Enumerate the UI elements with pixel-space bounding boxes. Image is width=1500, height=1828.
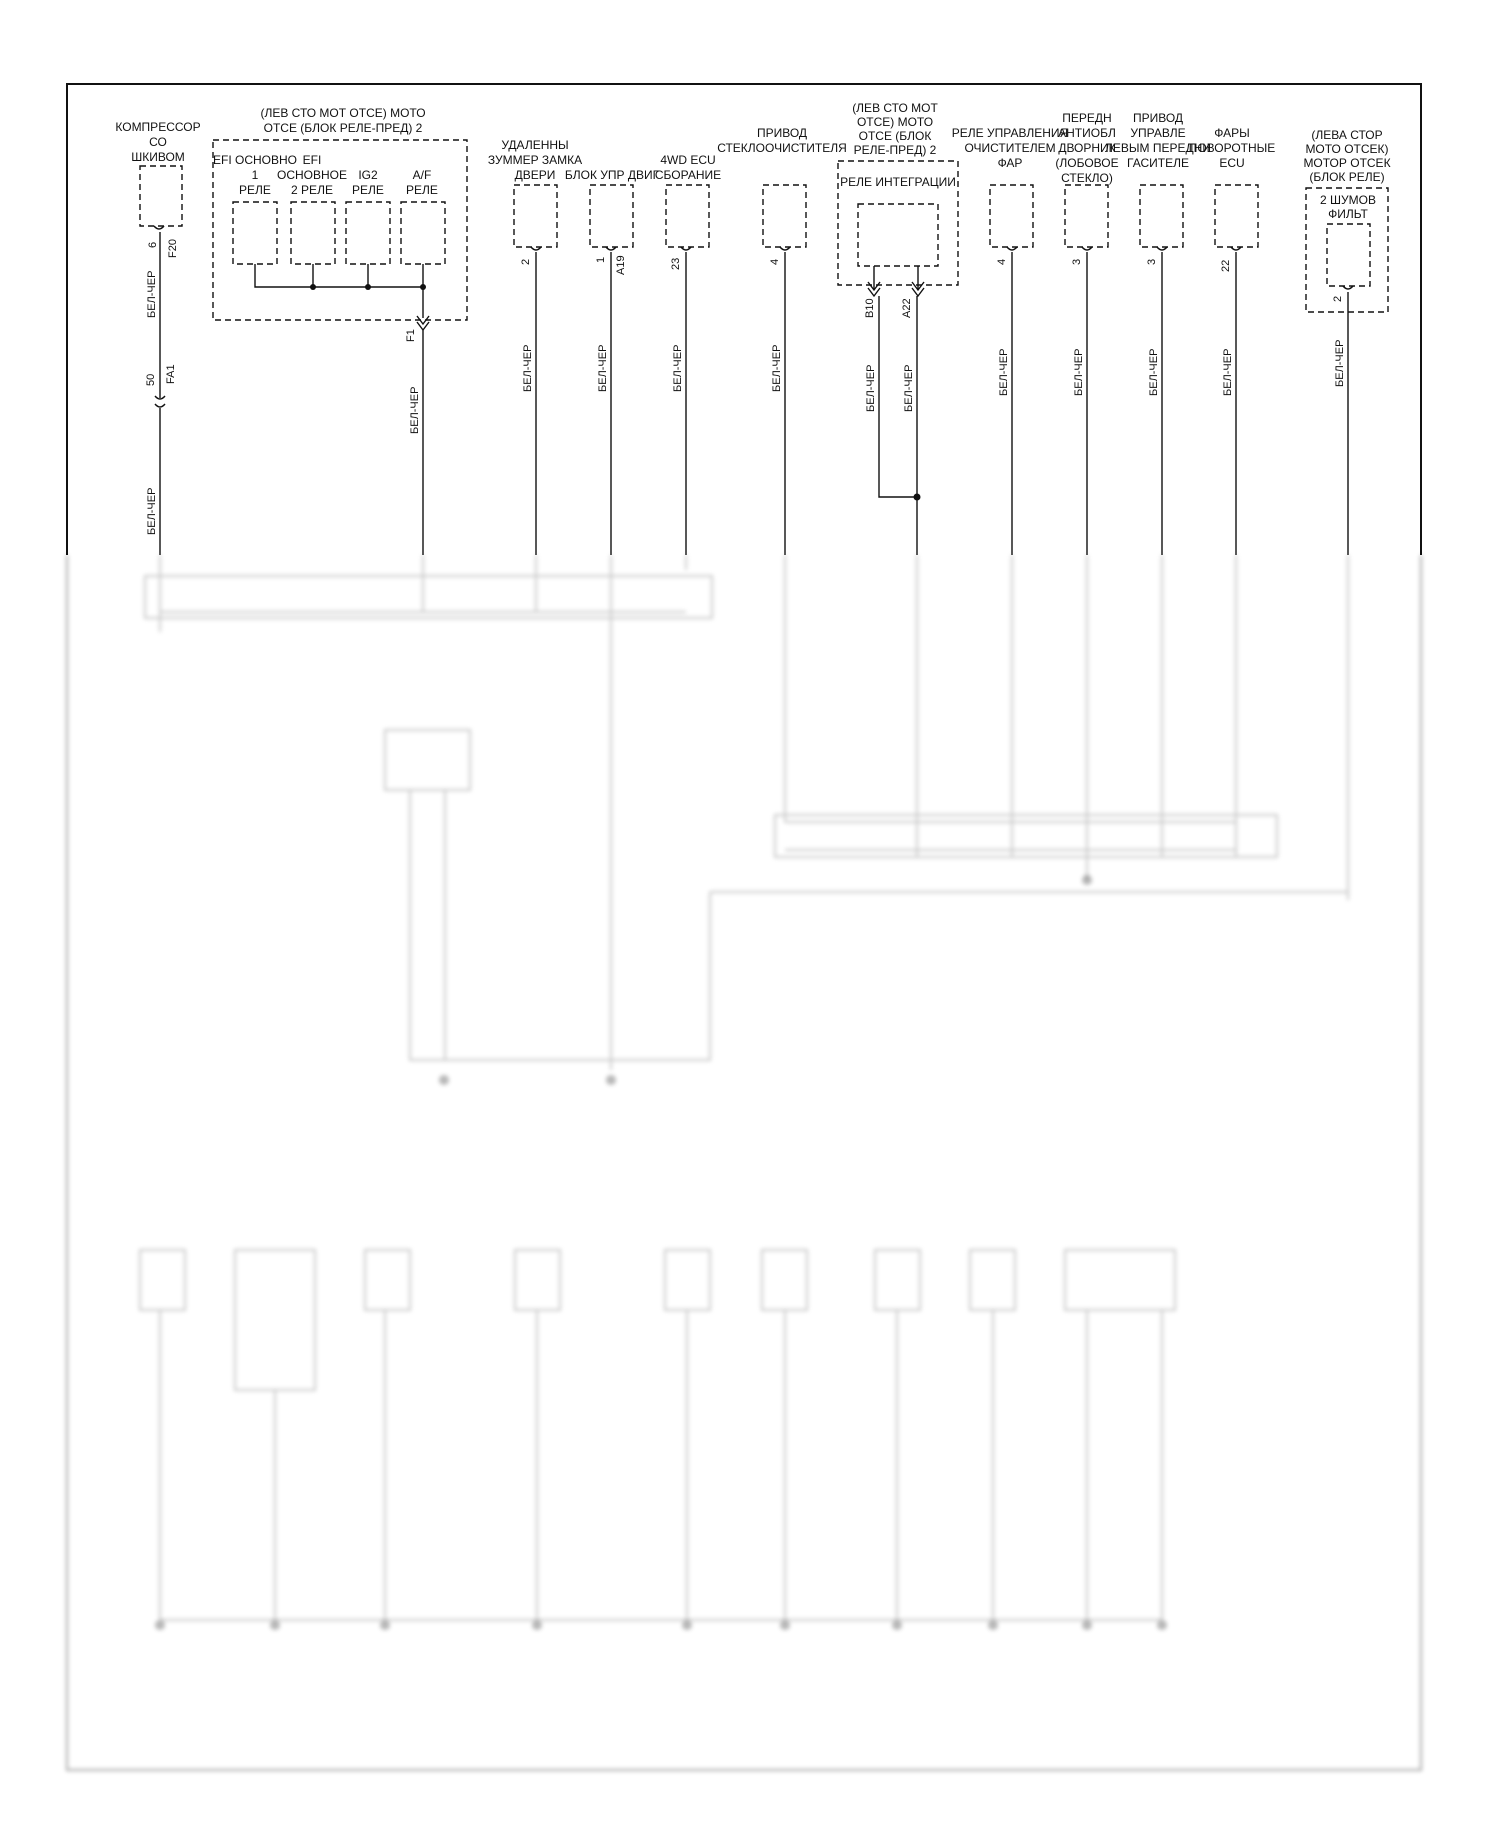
headlamp-cleaner-relay-label-3: ФАР	[997, 156, 1023, 170]
compressor-label-2: СО	[149, 135, 167, 149]
wiper-motor-box	[763, 185, 806, 247]
relay-block-mid-label-4: РЕЛЕ-ПРЕД) 2	[853, 143, 937, 157]
relay-block-top	[213, 106, 467, 555]
swivel-ecu	[1189, 126, 1276, 555]
door-buzzer-pin: 2	[520, 258, 532, 265]
compressor	[115, 120, 200, 555]
noise-filter-pin: 2	[1332, 295, 1344, 302]
relay-block-mid-label-3: ОТСЕ (БЛОК	[858, 129, 932, 143]
ground-point-6	[380, 1620, 390, 1630]
ground-point-3	[1082, 875, 1092, 885]
front-deicer-label-2: АНТИОБЛ	[1058, 126, 1116, 140]
lower-component-3	[365, 1250, 410, 1310]
noise-filter-inner-label-2: ФИЛЬТ	[1328, 207, 1368, 221]
fwd-ecu-label-2: СБОРАНИЕ	[654, 168, 722, 182]
swivel-ecu-label-1: ФАРЫ	[1214, 126, 1250, 140]
ground-point-7	[532, 1620, 542, 1630]
fwd-ecu	[655, 153, 721, 555]
integration-relay-box	[858, 204, 938, 266]
relay-block-mid-terminals	[868, 282, 924, 296]
relay-2-label-1: EFI	[302, 153, 322, 167]
fwd-ecu-box	[666, 185, 709, 247]
noise-filter-wire-color: БЕЛ-ЧЕР	[1334, 339, 1346, 387]
relay-2-box	[291, 202, 335, 264]
wiper-motor-pin: 4	[769, 258, 781, 265]
compressor-label-3: ШКИВОМ	[131, 150, 185, 164]
relay-block-mid	[838, 101, 958, 555]
lower-component-7	[875, 1250, 920, 1310]
lower-component-4	[515, 1250, 560, 1310]
relay-block-mid-label-2: ОТСЕ) МОТО	[856, 115, 934, 129]
lower-component-5	[665, 1250, 710, 1310]
relay-block-top-terminal	[417, 316, 429, 330]
lower-component-2	[235, 1250, 315, 1390]
ground-point-11	[988, 1620, 998, 1630]
swivel-ecu-label-3: ECU	[1219, 156, 1245, 170]
relay-block-mid-wires	[879, 296, 917, 555]
noise-filter-inner-label-1: 2 ШУМОВ	[1320, 193, 1376, 207]
inline-connector-pin: 50	[145, 373, 157, 386]
ground-point-8	[682, 1620, 692, 1630]
ground-point-10	[892, 1620, 902, 1630]
relay-3-label-2: РЕЛЕ	[352, 183, 384, 197]
swivel-ecu-box	[1215, 185, 1258, 247]
relay-block-top-label-1: (ЛЕВ СТО МОТ ОТСЕ) МОТО	[260, 106, 426, 120]
relay-block-top-wire-color: БЕЛ-ЧЕР	[409, 386, 421, 434]
engine-ecu	[565, 168, 660, 555]
relay-2-label-2: ОСНОВНОЕ	[276, 168, 348, 182]
relay-block-top-box	[213, 140, 467, 320]
lower-component-wires	[160, 1310, 1162, 1620]
headlamp-cleaner-relay-label-1: РЕЛЕ УПРАВЛЕНИЯ	[951, 126, 1069, 140]
noise-filter-label-1: (ЛЕВА СТОР	[1311, 128, 1383, 142]
front-deicer	[1055, 111, 1118, 555]
relay-block-top-label-2: ОТСЕ (БЛОК РЕЛЕ-ПРЕД) 2	[263, 121, 423, 135]
ground-point-5	[270, 1620, 280, 1630]
relay-2-label-3: 2 РЕЛЕ	[291, 183, 333, 197]
relay-block-top-connector: F1	[405, 329, 417, 342]
relay-splice-1	[310, 284, 316, 290]
ground-point-12	[1082, 1620, 1092, 1630]
compressor-box	[140, 166, 182, 226]
relay-splice-2	[365, 284, 371, 290]
compressor-pin: 6	[147, 241, 159, 248]
relay-splice-3	[420, 284, 426, 290]
relay-block-mid-inner-label: РЕЛЕ ИНТЕГРАЦИИ	[840, 175, 956, 189]
relay-1-label-3: РЕЛЕ	[239, 183, 271, 197]
front-deicer-label-4: (ЛОБОВОЕ	[1055, 156, 1119, 170]
relay-3-label-1: IG2	[358, 168, 378, 182]
noise-filter-label-2: МОТО ОТСЕК)	[1305, 142, 1389, 156]
relay-block-mid-wire-color-left: БЕЛ-ЧЕР	[865, 364, 877, 412]
left-damper-pin: 3	[1146, 258, 1158, 265]
left-damper	[1105, 111, 1211, 555]
headlamp-cleaner-relay-wire-color: БЕЛ-ЧЕР	[998, 348, 1010, 396]
door-buzzer-label-3: ДВЕРИ	[514, 168, 556, 182]
middle-harness-wires	[410, 790, 1348, 1070]
fwd-ecu-label-1: 4WD ECU	[660, 153, 716, 167]
headlamp-cleaner-relay-label-2: ОЧИСТИТЕЛЕМ	[964, 141, 1056, 155]
noise-filter-inner-box	[1327, 224, 1370, 286]
relay-block-mid-connector-right: A22	[901, 298, 913, 318]
noise-filter	[1303, 128, 1390, 555]
integration-relay-leads	[874, 266, 918, 290]
relay-block-mid-splice	[914, 494, 921, 501]
headlamp-cleaner-relay-pin: 4	[996, 258, 1008, 265]
left-damper-label-4: ГАСИТЕЛЕ	[1127, 156, 1189, 170]
wiper-motor-label-1: ПРИВОД	[756, 126, 808, 140]
noise-filter-label-3: МОТОР ОТСЕК	[1303, 156, 1391, 170]
relay-block-mid-connector-left: B10	[864, 298, 876, 318]
inline-connector-id: FA1	[165, 364, 177, 384]
lower-wire-continuations	[160, 555, 1348, 1070]
compressor-wire-color-2: БЕЛ-ЧЕР	[146, 487, 158, 535]
compressor-connector: F20	[167, 239, 179, 258]
headlamp-cleaner-relay	[952, 126, 1068, 555]
engine-ecu-label: БЛОК УПР ДВИГ	[564, 168, 660, 182]
fwd-ecu-wire-color: БЕЛ-ЧЕР	[672, 344, 684, 392]
front-deicer-wire-color: БЕЛ-ЧЕР	[1073, 348, 1085, 396]
front-deicer-label-3: ДВОРНИК	[1058, 141, 1116, 155]
engine-ecu-box	[590, 185, 633, 247]
swivel-ecu-label-2: ПОВОРОТНЫЕ	[1188, 141, 1276, 155]
ground-point-2	[606, 1075, 616, 1085]
relay-1-label-2: 1	[251, 168, 259, 182]
wiper-motor	[717, 126, 847, 555]
lower-component-1	[140, 1250, 185, 1310]
left-damper-wire-color: БЕЛ-ЧЕР	[1148, 348, 1160, 396]
door-buzzer-label-1: УДАЛЕННЫ	[501, 138, 569, 152]
ground-point-1	[439, 1075, 449, 1085]
relay-4-box	[401, 202, 445, 264]
left-damper-label-3: ЛЕВЫМ ПЕРЕДНИ	[1105, 141, 1211, 155]
middle-left-component	[385, 730, 470, 790]
swivel-ecu-pin: 22	[1220, 259, 1232, 272]
door-buzzer-wire-color: БЕЛ-ЧЕР	[522, 344, 534, 392]
noise-filter-label-4: (БЛОК РЕЛЕ)	[1309, 170, 1385, 184]
front-deicer-label-5: СТЕКЛО)	[1061, 171, 1113, 185]
relay-4-label-2: РЕЛЕ	[406, 183, 438, 197]
ground-point-4	[155, 1620, 165, 1630]
left-damper-box	[1140, 185, 1183, 247]
lower-component-9	[1065, 1250, 1175, 1310]
door-buzzer-label-2: ЗУММЕР ЗАМКА	[487, 153, 583, 167]
wiper-motor-label-2: СТЕКЛООЧИСТИТЕЛЯ	[717, 141, 847, 155]
ground-point-13	[1157, 1620, 1167, 1630]
relay-block-mid-label-1: (ЛЕВ СТО МОТ	[852, 101, 938, 115]
lower-component-8	[970, 1250, 1015, 1310]
swivel-ecu-wire-color: БЕЛ-ЧЕР	[1222, 348, 1234, 396]
engine-ecu-connector: A19	[615, 255, 627, 275]
engine-ecu-pin: 1	[595, 256, 607, 263]
relay-1-box	[233, 202, 277, 264]
engine-ecu-wire-color: БЕЛ-ЧЕР	[597, 344, 609, 392]
lower-diagram-section	[140, 555, 1348, 1620]
headlamp-cleaner-relay-box	[990, 185, 1033, 247]
relay-bus-wire	[255, 264, 423, 318]
front-deicer-pin: 3	[1071, 258, 1083, 265]
door-buzzer-box	[514, 185, 557, 247]
relay-3-box	[346, 202, 390, 264]
left-damper-label-1: ПРИВОД	[1132, 111, 1184, 125]
diagram-frame-lower	[67, 555, 1421, 1770]
compressor-label-1: КОМПРЕССОР	[115, 120, 201, 134]
wiper-motor-wire-color: БЕЛ-ЧЕР	[771, 344, 783, 392]
fwd-ecu-pin: 23	[670, 257, 682, 270]
relay-1-label-1: EFI ОСНОВНО	[212, 153, 298, 167]
relay-block-mid-wire-color-right: БЕЛ-ЧЕР	[903, 364, 915, 412]
left-damper-label-2: УПРАВЛЕ	[1130, 126, 1186, 140]
front-deicer-box	[1065, 185, 1108, 247]
right-harness-lines	[785, 822, 1236, 880]
lower-component-6	[762, 1250, 807, 1310]
front-deicer-label-1: ПЕРЕДН	[1062, 111, 1112, 125]
compressor-wire-color-1: БЕЛ-ЧЕР	[146, 270, 158, 318]
ground-point-9	[780, 1620, 790, 1630]
relay-4-label-1: A/F	[412, 168, 432, 182]
door-buzzer	[488, 138, 582, 555]
